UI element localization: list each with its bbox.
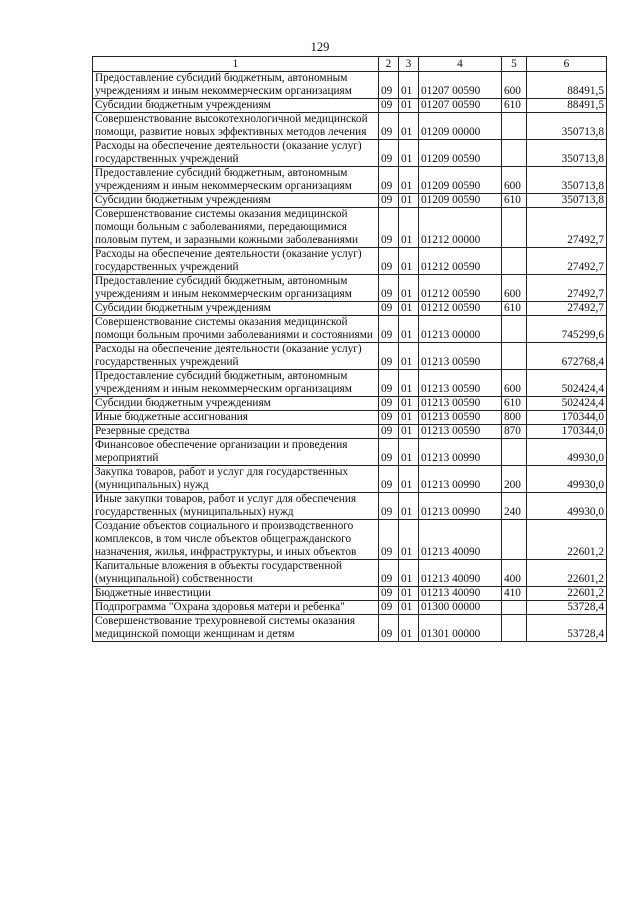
row-gp-cell: 09 bbox=[379, 439, 399, 466]
row-csr-cell: 01212 00000 bbox=[419, 208, 502, 248]
table-row bbox=[93, 493, 607, 520]
row-amount-cell: 170344,0 bbox=[527, 425, 607, 439]
row-vr-cell bbox=[502, 208, 527, 248]
table-row bbox=[93, 397, 607, 411]
table-row bbox=[93, 439, 607, 466]
table-row bbox=[93, 72, 607, 99]
row-vr-cell bbox=[502, 615, 527, 642]
row-name-cell: Подпрограмма "Охрана здоровья матери и ребенка" bbox=[93, 601, 379, 615]
budget-table bbox=[92, 56, 607, 642]
row-name-cell: Совершенствование системы оказания медицинской помощи больным прочими заболеваниями и состояниями bbox=[93, 316, 379, 343]
row-csr-cell: 01213 40090 bbox=[419, 587, 502, 601]
row-name-cell: Иные закупки товаров, работ и услуг для обеспечения государственных (муниципальных) нужд bbox=[93, 493, 379, 520]
row-amount-cell: 350713,8 bbox=[527, 167, 607, 194]
table-header-row bbox=[93, 57, 607, 72]
row-pr-cell: 01 bbox=[399, 113, 419, 140]
row-amount-cell: 49930,0 bbox=[527, 466, 607, 493]
row-amount-cell: 502424,4 bbox=[527, 397, 607, 411]
row-name-cell: Субсидии бюджетным учреждениям bbox=[93, 99, 379, 113]
row-vr-cell bbox=[502, 316, 527, 343]
row-csr-cell: 01209 00590 bbox=[419, 167, 502, 194]
row-amount-cell: 88491,5 bbox=[527, 99, 607, 113]
row-gp-cell: 09 bbox=[379, 615, 399, 642]
table-row bbox=[93, 425, 607, 439]
row-amount-cell: 88491,5 bbox=[527, 72, 607, 99]
row-gp-cell: 09 bbox=[379, 194, 399, 208]
row-vr-cell: 610 bbox=[502, 99, 527, 113]
row-csr-cell: 01213 00590 bbox=[419, 370, 502, 397]
table-row bbox=[93, 275, 607, 302]
row-gp-cell: 09 bbox=[379, 520, 399, 560]
row-name-cell: Капитальные вложения в объекты государственной (муниципальной) собственности bbox=[93, 560, 379, 587]
row-pr-cell: 01 bbox=[399, 140, 419, 167]
row-amount-cell: 350713,8 bbox=[527, 194, 607, 208]
row-gp-cell: 09 bbox=[379, 302, 399, 316]
row-amount-cell: 49930,0 bbox=[527, 439, 607, 466]
row-pr-cell: 01 bbox=[399, 194, 419, 208]
row-pr-cell: 01 bbox=[399, 208, 419, 248]
page-number: 129 bbox=[310, 40, 330, 54]
row-name-cell: Расходы на обеспечение деятельности (оказание услуг) государственных учреждений bbox=[93, 140, 379, 167]
row-amount-cell: 170344,0 bbox=[527, 411, 607, 425]
row-amount-cell: 350713,8 bbox=[527, 140, 607, 167]
row-amount-cell: 27492,7 bbox=[527, 275, 607, 302]
row-name-cell: Совершенствование системы оказания медицинской помощи больным с заболеваниями, передающимися половым путем, и заразными кожными заболеваниями bbox=[93, 208, 379, 248]
row-name-cell: Предоставление субсидий бюджетным, автономным учреждениям и иным некоммерческим организациям bbox=[93, 370, 379, 397]
row-gp-cell: 09 bbox=[379, 587, 399, 601]
row-name-cell: Расходы на обеспечение деятельности (оказание услуг) государственных учреждений bbox=[93, 248, 379, 275]
table-row bbox=[93, 411, 607, 425]
row-pr-cell: 01 bbox=[399, 275, 419, 302]
row-amount-cell: 22601,2 bbox=[527, 520, 607, 560]
row-vr-cell: 600 bbox=[502, 370, 527, 397]
row-amount-cell: 502424,4 bbox=[527, 370, 607, 397]
row-name-cell: Финансовое обеспечение организации и проведения мероприятий bbox=[93, 439, 379, 466]
row-amount-cell: 49930,0 bbox=[527, 493, 607, 520]
header-col-gp: 2 bbox=[379, 57, 399, 72]
row-pr-cell: 01 bbox=[399, 601, 419, 615]
row-vr-cell: 200 bbox=[502, 466, 527, 493]
row-csr-cell: 01300 00000 bbox=[419, 601, 502, 615]
row-gp-cell: 09 bbox=[379, 493, 399, 520]
header-col-amount: 6 bbox=[527, 57, 607, 72]
row-name-cell: Создание объектов социального и производственного комплексов, в том числе объектов общегражданского назначения, жилья, инфраструктуры, и иных объектов bbox=[93, 520, 379, 560]
row-gp-cell: 09 bbox=[379, 113, 399, 140]
row-vr-cell: 240 bbox=[502, 493, 527, 520]
row-gp-cell: 09 bbox=[379, 72, 399, 99]
header-col-name: 1 bbox=[93, 57, 379, 72]
row-pr-cell: 01 bbox=[399, 560, 419, 587]
row-name-cell: Закупка товаров, работ и услуг для государственных (муниципальных) нужд bbox=[93, 466, 379, 493]
table-row bbox=[93, 140, 607, 167]
row-csr-cell: 01213 00990 bbox=[419, 466, 502, 493]
row-gp-cell: 09 bbox=[379, 411, 399, 425]
row-vr-cell bbox=[502, 439, 527, 466]
row-csr-cell: 01212 00590 bbox=[419, 275, 502, 302]
row-vr-cell: 600 bbox=[502, 72, 527, 99]
row-csr-cell: 01213 00990 bbox=[419, 439, 502, 466]
row-name-cell: Субсидии бюджетным учреждениям bbox=[93, 194, 379, 208]
row-vr-cell: 410 bbox=[502, 587, 527, 601]
row-csr-cell: 01209 00590 bbox=[419, 140, 502, 167]
row-gp-cell: 09 bbox=[379, 99, 399, 113]
row-name-cell: Совершенствование высокотехнологичной медицинской помощи, развитие новых эффективных методов лечения bbox=[93, 113, 379, 140]
row-vr-cell: 800 bbox=[502, 411, 527, 425]
row-vr-cell: 870 bbox=[502, 425, 527, 439]
row-name-cell: Субсидии бюджетным учреждениям bbox=[93, 397, 379, 411]
row-csr-cell: 01213 00000 bbox=[419, 316, 502, 343]
row-vr-cell bbox=[502, 113, 527, 140]
row-amount-cell: 22601,2 bbox=[527, 587, 607, 601]
table-row bbox=[93, 113, 607, 140]
header-col-vr: 5 bbox=[502, 57, 527, 72]
table-row bbox=[93, 466, 607, 493]
row-csr-cell: 01207 00590 bbox=[419, 99, 502, 113]
table-row bbox=[93, 99, 607, 113]
row-name-cell: Предоставление субсидий бюджетным, автономным учреждениям и иным некоммерческим организациям bbox=[93, 275, 379, 302]
row-gp-cell: 09 bbox=[379, 208, 399, 248]
table-row bbox=[93, 343, 607, 370]
row-pr-cell: 01 bbox=[399, 302, 419, 316]
row-pr-cell: 01 bbox=[399, 520, 419, 560]
row-amount-cell: 672768,4 bbox=[527, 343, 607, 370]
row-gp-cell: 09 bbox=[379, 601, 399, 615]
table-row bbox=[93, 316, 607, 343]
table-row bbox=[93, 302, 607, 316]
row-pr-cell: 01 bbox=[399, 587, 419, 601]
row-pr-cell: 01 bbox=[399, 343, 419, 370]
row-csr-cell: 01212 00590 bbox=[419, 302, 502, 316]
table-row bbox=[93, 208, 607, 248]
row-csr-cell: 01212 00590 bbox=[419, 248, 502, 275]
row-amount-cell: 350713,8 bbox=[527, 113, 607, 140]
row-vr-cell: 600 bbox=[502, 275, 527, 302]
row-vr-cell bbox=[502, 140, 527, 167]
table-row bbox=[93, 194, 607, 208]
row-vr-cell: 610 bbox=[502, 302, 527, 316]
row-gp-cell: 09 bbox=[379, 140, 399, 167]
header-col-csr: 4 bbox=[419, 57, 502, 72]
row-csr-cell: 01213 00590 bbox=[419, 411, 502, 425]
row-gp-cell: 09 bbox=[379, 370, 399, 397]
row-gp-cell: 09 bbox=[379, 316, 399, 343]
header-col-pr: 3 bbox=[399, 57, 419, 72]
row-pr-cell: 01 bbox=[399, 316, 419, 343]
row-vr-cell: 600 bbox=[502, 167, 527, 194]
row-pr-cell: 01 bbox=[399, 167, 419, 194]
table-row bbox=[93, 248, 607, 275]
row-vr-cell: 610 bbox=[502, 194, 527, 208]
row-vr-cell: 400 bbox=[502, 560, 527, 587]
row-name-cell: Иные бюджетные ассигнования bbox=[93, 411, 379, 425]
row-csr-cell: 01213 00590 bbox=[419, 425, 502, 439]
row-pr-cell: 01 bbox=[399, 615, 419, 642]
row-csr-cell: 01209 00590 bbox=[419, 194, 502, 208]
row-gp-cell: 09 bbox=[379, 275, 399, 302]
row-name-cell: Совершенствование трехуровневой системы оказания медицинской помощи женщинам и детям bbox=[93, 615, 379, 642]
row-gp-cell: 09 bbox=[379, 425, 399, 439]
row-name-cell: Расходы на обеспечение деятельности (оказание услуг) государственных учреждений bbox=[93, 343, 379, 370]
row-name-cell: Бюджетные инвестиции bbox=[93, 587, 379, 601]
row-pr-cell: 01 bbox=[399, 439, 419, 466]
row-amount-cell: 27492,7 bbox=[527, 208, 607, 248]
row-vr-cell bbox=[502, 248, 527, 275]
row-csr-cell: 01213 40090 bbox=[419, 520, 502, 560]
row-amount-cell: 53728,4 bbox=[527, 615, 607, 642]
row-pr-cell: 01 bbox=[399, 370, 419, 397]
row-vr-cell bbox=[502, 520, 527, 560]
row-pr-cell: 01 bbox=[399, 493, 419, 520]
row-gp-cell: 09 bbox=[379, 248, 399, 275]
row-vr-cell bbox=[502, 601, 527, 615]
row-pr-cell: 01 bbox=[399, 411, 419, 425]
row-amount-cell: 53728,4 bbox=[527, 601, 607, 615]
row-pr-cell: 01 bbox=[399, 397, 419, 411]
row-pr-cell: 01 bbox=[399, 425, 419, 439]
table-row bbox=[93, 615, 607, 642]
table-row bbox=[93, 587, 607, 601]
row-csr-cell: 01213 00590 bbox=[419, 343, 502, 370]
row-amount-cell: 22601,2 bbox=[527, 560, 607, 587]
row-amount-cell: 745299,6 bbox=[527, 316, 607, 343]
table-row bbox=[93, 601, 607, 615]
row-gp-cell: 09 bbox=[379, 167, 399, 194]
row-pr-cell: 01 bbox=[399, 72, 419, 99]
row-vr-cell: 610 bbox=[502, 397, 527, 411]
budget-table-body bbox=[93, 57, 607, 642]
row-gp-cell: 09 bbox=[379, 560, 399, 587]
row-pr-cell: 01 bbox=[399, 99, 419, 113]
row-name-cell: Предоставление субсидий бюджетным, автономным учреждениям и иным некоммерческим организациям bbox=[93, 167, 379, 194]
row-gp-cell: 09 bbox=[379, 343, 399, 370]
row-pr-cell: 01 bbox=[399, 466, 419, 493]
row-pr-cell: 01 bbox=[399, 248, 419, 275]
row-csr-cell: 01209 00000 bbox=[419, 113, 502, 140]
row-csr-cell: 01213 00590 bbox=[419, 397, 502, 411]
row-amount-cell: 27492,7 bbox=[527, 302, 607, 316]
table-row bbox=[93, 167, 607, 194]
row-csr-cell: 01213 40090 bbox=[419, 560, 502, 587]
row-amount-cell: 27492,7 bbox=[527, 248, 607, 275]
row-csr-cell: 01213 00990 bbox=[419, 493, 502, 520]
row-vr-cell bbox=[502, 343, 527, 370]
row-gp-cell: 09 bbox=[379, 397, 399, 411]
table-row bbox=[93, 520, 607, 560]
row-name-cell: Предоставление субсидий бюджетным, автономным учреждениям и иным некоммерческим организациям bbox=[93, 72, 379, 99]
table-row bbox=[93, 370, 607, 397]
row-name-cell: Резервные средства bbox=[93, 425, 379, 439]
row-name-cell: Субсидии бюджетным учреждениям bbox=[93, 302, 379, 316]
row-gp-cell: 09 bbox=[379, 466, 399, 493]
row-csr-cell: 01301 00000 bbox=[419, 615, 502, 642]
row-csr-cell: 01207 00590 bbox=[419, 72, 502, 99]
table-row bbox=[93, 560, 607, 587]
